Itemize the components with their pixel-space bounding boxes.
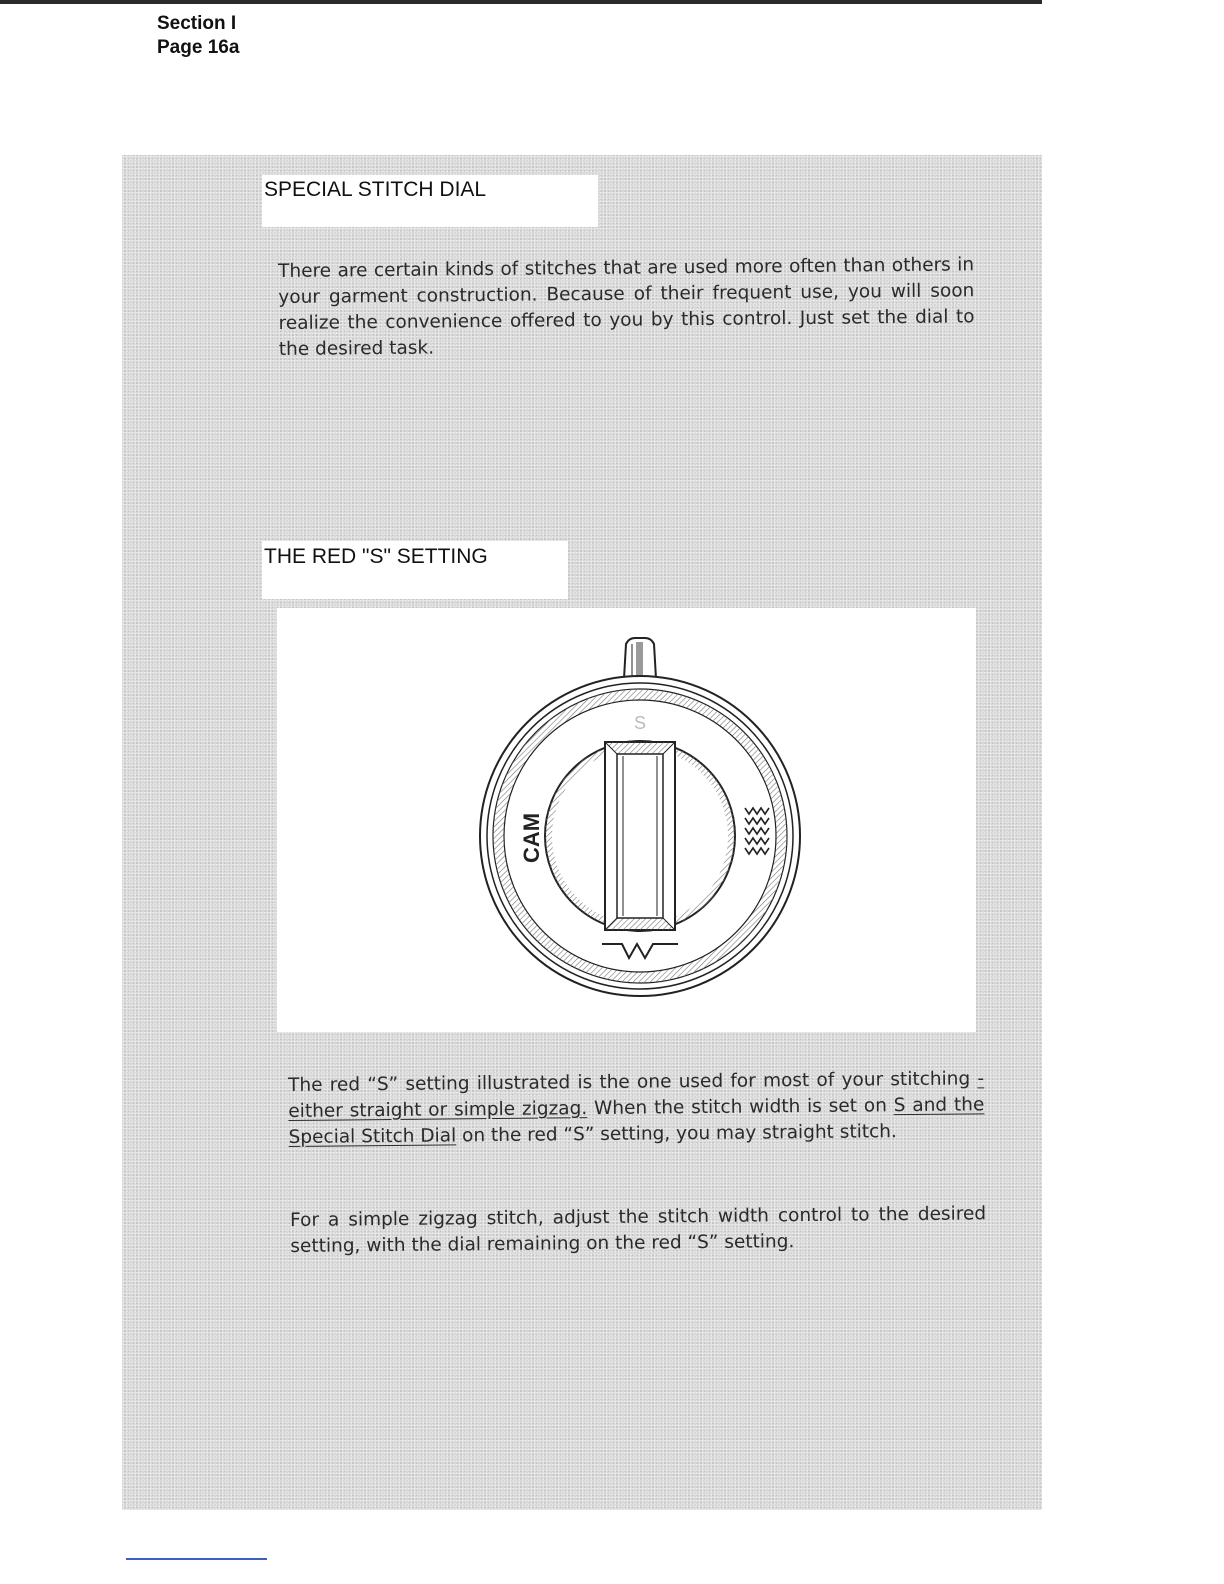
page-number: Page 16a — [157, 37, 240, 58]
red-s-paragraph-1 — [288, 1066, 985, 1151]
page-header — [157, 12, 239, 60]
dial-cam-label: CAM — [519, 812, 544, 864]
top-rule — [0, 0, 1042, 4]
p1-text-a: The red “S” setting illustrated is the one used for most of your stitching — [288, 1068, 978, 1096]
red-s-paragraph-2: For a simple zigzag stitch, adjust the stitch width control to the desired setting, with the dial remaining on the red “S” setting. — [290, 1203, 987, 1257]
p1-text-underlined-1: - either straight or simple zigzag. — [288, 1068, 985, 1122]
special-stitch-dial-heading: SPECIAL STITCH DIAL — [262, 175, 598, 227]
stitch-dial-figure — [277, 608, 976, 1032]
red-s-setting-heading: THE RED "S" SETTING — [262, 541, 568, 599]
dial-grip-bar — [605, 742, 675, 930]
special-dial-paragraph: There are certain kinds of stitches that are used more often than others in your garment construction. Because of their frequent use, you will soon realize the convenience offered to you by this control. Just set the dial to the desired task. — [278, 254, 975, 360]
p1-text-underlined-2: S and the Special Stitch Dial — [288, 1094, 985, 1148]
section-label: Section I — [157, 13, 237, 34]
dial-illustration — [277, 608, 976, 1032]
p1-text-e: on the red “S” setting, you may straight stitch. — [456, 1121, 897, 1147]
dial-s-label: S — [633, 713, 647, 733]
p1-text-c: When the stitch width is set on — [587, 1095, 894, 1120]
footer-rule — [126, 1558, 267, 1560]
